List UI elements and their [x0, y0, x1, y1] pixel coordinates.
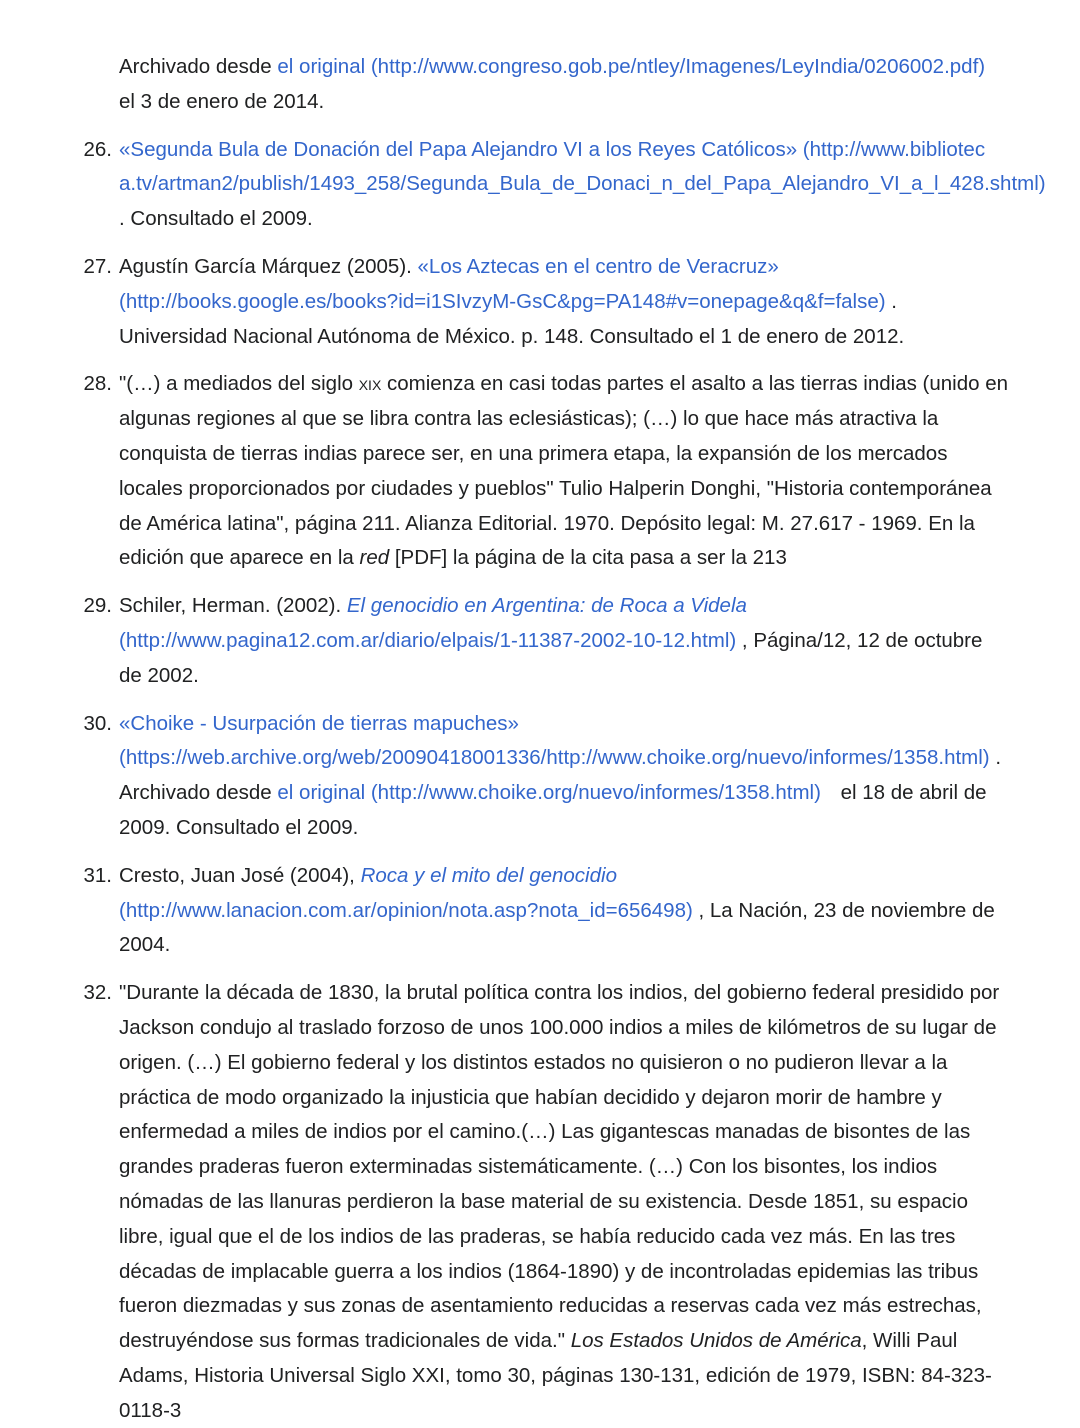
- reference-item-30: [0, 707, 1010, 846]
- ref28-post: [PDF] la página de la cita pasa a ser la 213: [389, 546, 787, 570]
- reference-item-26: [0, 133, 1046, 237]
- ref29-link-title: El genocidio en Argentina: de Roca a Videla: [346, 594, 747, 618]
- ref28-number: 28.: [83, 372, 112, 396]
- reference-item-27: [0, 250, 1010, 354]
- ref27-pre: Agustín García Márquez (2005).: [119, 254, 418, 278]
- reference-item-25-continuation: [0, 50, 1010, 120]
- reference-list: [0, 50, 1046, 1428]
- reference-item-32: [0, 976, 1010, 1428]
- ref31-number: 31.: [83, 863, 112, 887]
- ref28-mid: comienza en casi todas partes el asalto a las tierras indias (unido en algunas regiones al que se libra contra las eclesiásticas); (…) lo que hace más atractiva la conquista de tierras indias parece ser, en una primera etapa, la expansión de los mercados locales proporcionados por ciudades y pueblos" Tulio Halperin Donghi, "Historia contemporánea de América latina", página 211. Alianza Editorial. 1970. Depósito legal: M. 27.617 - 1969. En la edición que aparece en la: [119, 372, 1009, 570]
- ref32-number: 32.: [83, 981, 112, 1005]
- ref28-pre: "(…) a mediados del siglo: [119, 372, 359, 396]
- ref28-century: xix: [358, 372, 382, 396]
- ref29-number: 29.: [83, 594, 112, 618]
- ref25-post: el 3 de enero de 2014.: [119, 89, 325, 113]
- ref28-italic-red: red: [359, 546, 390, 570]
- reference-item-29: [0, 589, 1010, 693]
- ref31-link-url: (http://www.lanacion.com.ar/opinion/nota.asp?nota_id=656498): [119, 898, 693, 922]
- ref30-original-link[interactable]: el original (http://www.choike.org/nuevo/informes/1358.html): [277, 781, 821, 805]
- ref26-post: . Consultado el 2009.: [119, 207, 313, 231]
- ref27-post: . Universidad Nacional Autónoma de México. p. 148. Consultado el 1 de enero de 2012.: [119, 289, 905, 348]
- ref27-number: 27.: [83, 254, 112, 278]
- ref25-pre: Archivado desde: [119, 55, 278, 78]
- ref30-mid: . Archivado desde: [119, 746, 1002, 805]
- ref31-link-title: Roca y el mito del genocidio: [360, 863, 617, 887]
- ref30-post: el 18 de abril de 2009. Consultado el 2009.: [119, 781, 987, 839]
- ref31-pre: Cresto, Juan José (2004),: [119, 863, 361, 887]
- ref29-link-url: (http://www.pagina12.com.ar/diario/elpais/1-11387-2002-10-12.html): [119, 628, 737, 652]
- reference-item-28: [0, 367, 1010, 576]
- ref32-pre: "Durante la década de 1830, la brutal política contra los indios, del gobierno federal presidido por Jackson condujo al traslado forzoso de unos 100.000 indios a miles de kilómetros de su lugar de origen. (…) El gobierno federal y los distintos estados no quisieron o no pudieron llevar a la práctica de modo organizado la injusticia que habían decidido y dejaron morir de hambre y enfermedad a miles de indios por el camino.(…) Las gigantescas manadas de bisontes de las grandes praderas fueron exterminadas sistemáticamente. (…) Con los bisontes, los indios nómadas de las llanuras perdieron la base material de su existencia. Desde 1851, su espacio libre, igual que el de los indios de las praderas, se había reducido cada vez más. En las tres décadas de implacable guerra a los indios (1864-1890) y de incontroladas epidemias las tribus fueron diezmadas y sus zonas de asentamiento reducidas a reservas cada vez más estrechas, destruyéndose sus formas tradicionales de vida.": [119, 981, 1000, 1353]
- ref25-original-link[interactable]: el original (http://www.congreso.gob.pe/ntley/Imagenes/LeyIndia/0206002.pdf): [277, 55, 986, 78]
- ref27-link[interactable]: «Los Aztecas en el centro de Veracruz» (http://books.google.es/books?id=i1SIvzyM-GsC&pg=PA148#v=onepage&q&f=false): [119, 254, 886, 313]
- ref32-italic-title: Los Estados Unidos de América: [570, 1329, 862, 1353]
- ref29-post: , Página/12, 12 de octubre de 2002.: [119, 628, 983, 687]
- ref29-pre: Schiler, Herman. (2002).: [119, 594, 347, 618]
- ref26-number: 26.: [83, 137, 112, 161]
- ref30-number: 30.: [83, 711, 112, 735]
- ref26-link[interactable]: «Segunda Bula de Donación del Papa Alejandro VI a los Reyes Católicos» (http://www.bibliotec a.tv/artman2/publish/1493_258/Segunda_Bula_de_Donaci_n_del_Papa_Alejandro_VI_a_l_428.shtml): [119, 137, 1046, 196]
- reference-item-31: [0, 859, 1010, 963]
- ref30-archive-link[interactable]: «Choike - Usurpación de tierras mapuches» (https://web.archive.org/web/20090418001336/http://www.choike.org/nuevo/informes/1358.html): [119, 711, 990, 770]
- ref32-post: , Willi Paul Adams, Historia Universal Siglo XXI, tomo 30, páginas 130-131, edición de 1979, ISBN: 84-323-0118-3: [119, 1329, 992, 1422]
- ref31-post: , La Nación, 23 de noviembre de 2004.: [119, 898, 995, 957]
